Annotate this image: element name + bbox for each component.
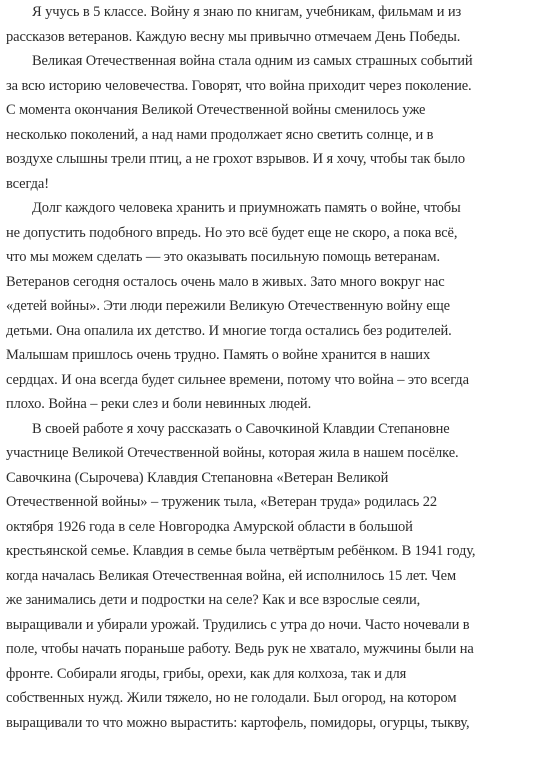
text-line: сердцах. И она всегда будет сильнее времени, потому что война – это всегда	[6, 371, 469, 388]
text-line: Ветеранов сегодня осталось очень мало в живых. Зато много вокруг нас	[6, 273, 445, 290]
document-text	[6, 0, 540, 760]
text-line: когда началась Великая Отечественная война, ей исполнилось 15 лет. Чем	[6, 567, 457, 584]
text-line: Малышам пришлось очень трудно. Память о войне хранится в наших	[6, 347, 431, 363]
text-line: же занимались дети и подростки на селе? Как и все взрослые сеяли,	[6, 592, 421, 608]
text-line: Долг каждого человека хранить и приумножать память о войне, чтобы	[32, 200, 461, 216]
text-line: крестьянской семье. Клавдия в семье была четвёртым ребёнком. В 1941 году,	[6, 543, 476, 559]
text-line: воздухе слышны трели птиц, а не грохот взрывов. И я хочу, чтобы так было	[6, 151, 466, 167]
text-line: Великая Отечественная война стала одним из самых страшных событий	[32, 53, 473, 69]
text-line: участнице Великой Отечественной войны, которая жила в нашем посёлке.	[6, 445, 459, 461]
text-line: Отечественной войны» – труженик тыла, «Ветеран труда» родилась 22	[6, 494, 438, 510]
text-line: не допустить подобного впредь. Но это всё будет еще не скоро, а пока всё,	[6, 224, 458, 241]
text-line: выращивали то что можно вырастить: картофель, помидоры, огурцы, тыкву,	[6, 714, 470, 731]
text-line: плохо. Война – реки слез и боли невинных людей.	[6, 396, 312, 412]
text-line: октября 1926 года в селе Новгородка Амурской области в большой	[6, 518, 413, 535]
text-line: Савочкина (Сырочева) Клавдия Степановна «Ветеран Великой	[6, 469, 389, 486]
text-line: выращивали и убирали урожай. Трудились с утра до ночи. Часто ночевали в	[6, 616, 470, 633]
text-line: Я учусь в 5 классе. Войну я знаю по книгам, учебникам, фильмам и из	[32, 4, 462, 20]
text-line: что мы можем сделать — это оказывать посильную помощь ветеранам.	[6, 249, 440, 265]
text-line: детьми. Она опалила их детство. И многие тогда остались без родителей.	[6, 322, 452, 339]
text-line: собственных нужд. Жили тяжело, но не голодали. Был огород, на котором	[6, 690, 457, 706]
text-line: за всю историю человечества. Говорят, что война приходит через поколение.	[6, 77, 472, 94]
text-line: В своей работе я хочу рассказать о Савочкиной Клавдии Степановне	[32, 420, 450, 437]
text-line: поле, чтобы начать пораньше работу. Ведь рук не хватало, мужчины были на	[6, 641, 474, 657]
text-line: несколько поколений, а над нами продолжает ясно светить солнце, и в	[6, 126, 434, 143]
text-line: «детей войны». Эти люди пережили Великую Отечественную войну еще	[6, 298, 451, 314]
text-line: всегда!	[6, 175, 49, 192]
text-line: С момента окончания Великой Отечественной войны сменилось уже	[6, 102, 426, 118]
text-line: рассказов ветеранов. Каждую весну мы привычно отмечаем День Победы.	[6, 28, 461, 45]
text-line	[6, 735, 540, 760]
text-line: фронте. Собирали ягоды, грибы, орехи, как для колхоза, так и для	[6, 665, 407, 682]
